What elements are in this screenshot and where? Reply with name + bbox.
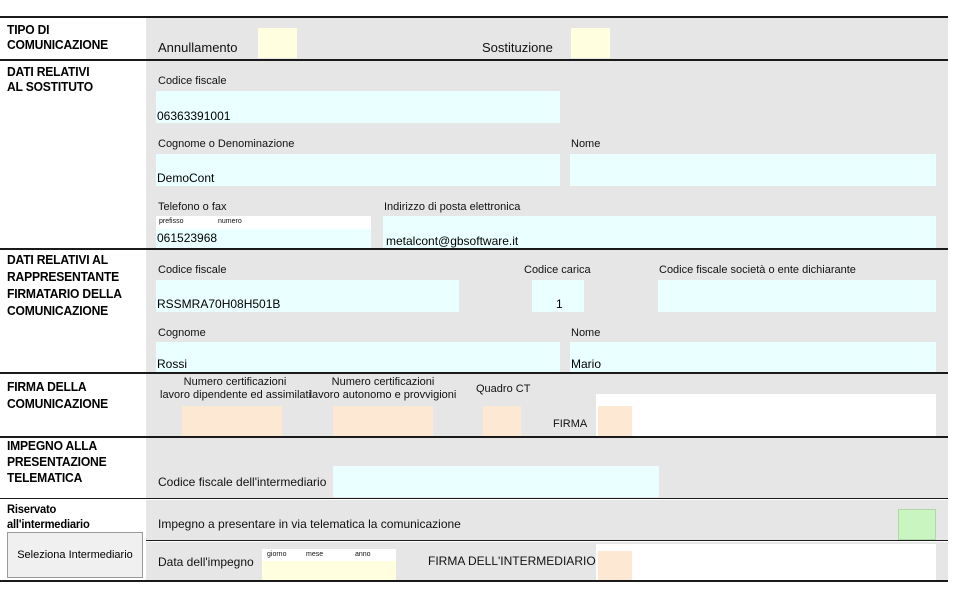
- cert-dipendente-label: Numero certificazioni lavoro dipendente ed assimilati: [160, 376, 312, 401]
- rappresentante-codice-fiscale-field[interactable]: [156, 280, 459, 312]
- firma-intermediario-area: [596, 544, 936, 580]
- data-impegno-field[interactable]: [262, 561, 396, 580]
- sostituto-email-label: Indirizzo di posta elettronica: [384, 201, 521, 213]
- section-title-sostituto: DATI RELATIVI AL SOSTITUTO: [7, 64, 93, 94]
- rappresentante-cognome-value: Rossi: [157, 357, 188, 371]
- mese-label: mese: [306, 551, 324, 558]
- prefisso-label: prefisso: [159, 218, 184, 225]
- rappresentante-codice-fiscale-value: RSSMRA70H08H501B: [157, 297, 281, 311]
- separator-rappresentante: [0, 248, 948, 250]
- separator-bottom: [0, 580, 948, 582]
- data-subheader: [262, 549, 396, 561]
- rappresentante-nome-field[interactable]: [570, 342, 936, 372]
- anno-label: anno: [355, 551, 371, 558]
- sostituto-cognome-label: Cognome o Denominazione: [158, 138, 295, 150]
- sostituto-nome-field[interactable]: [570, 154, 936, 186]
- rappresentante-cognome-label: Cognome: [158, 327, 206, 339]
- cf-societa-label: Codice fiscale società o ente dichiarante: [659, 264, 856, 276]
- sostituto-cognome-field[interactable]: [156, 154, 560, 186]
- annullamento-label: Annullamento: [158, 40, 238, 55]
- sostituto-email-field[interactable]: [383, 216, 936, 248]
- cert-dipendente-field[interactable]: [182, 406, 282, 436]
- codice-carica-field[interactable]: [532, 280, 584, 312]
- rappresentante-codice-fiscale-label: Codice fiscale: [158, 264, 227, 276]
- codice-carica-label: Codice carica: [524, 264, 591, 276]
- separator-data: [146, 540, 948, 541]
- impegno-label: Impegno a presentare in via telematica la comunicazione: [158, 517, 461, 531]
- codice-carica-value: 1: [556, 297, 563, 311]
- firma-label: FIRMA: [553, 418, 588, 430]
- annullamento-checkbox[interactable]: [258, 28, 297, 58]
- impegno-checkbox[interactable]: [898, 509, 936, 540]
- quadro-ct-label: Quadro CT: [476, 383, 531, 395]
- cf-intermediario-field[interactable]: [333, 466, 659, 497]
- sostituto-codice-fiscale-field[interactable]: [156, 91, 560, 123]
- telefono-subheader: [156, 216, 371, 229]
- sostituto-telefono-field[interactable]: [156, 229, 371, 248]
- seleziona-intermediario-button[interactable]: Seleziona Intermediario: [7, 532, 143, 578]
- section-title-firma: FIRMA DELLA COMUNICAZIONE: [7, 379, 109, 411]
- sostituzione-checkbox[interactable]: [571, 28, 610, 58]
- separator-riservato: [0, 498, 948, 499]
- section-title-riservato: Riservato all'intermediario: [7, 502, 90, 531]
- giorno-label: giorno: [267, 551, 287, 558]
- firma-intermediario-label: FIRMA DELL'INTERMEDIARIO: [428, 554, 596, 568]
- sostituto-nome-label: Nome: [571, 138, 601, 150]
- data-impegno-label: Data dell'impegno: [158, 555, 254, 569]
- quadro-ct-field[interactable]: [483, 406, 521, 436]
- sostituto-telefono-value: 061523968: [157, 231, 218, 245]
- section-title-impegno: IMPEGNO ALLA PRESENTAZIONE TELEMATICA: [7, 438, 107, 485]
- firma-checkbox[interactable]: [598, 406, 632, 436]
- rappresentante-cognome-field[interactable]: [156, 342, 560, 372]
- sostituto-cognome-value: DemoCont: [157, 171, 215, 185]
- section-title-tipo: TIPO DI COMUNICAZIONE: [7, 22, 109, 52]
- separator-impegno: [0, 436, 948, 438]
- sostituto-telefono-label: Telefono o fax: [158, 201, 227, 213]
- rappresentante-nome-value: Mario: [571, 357, 602, 371]
- separator-top: [0, 16, 948, 18]
- sostituto-codice-fiscale-label: Codice fiscale: [158, 75, 227, 87]
- section-title-rappresentante: DATI RELATIVI AL RAPPRESENTANTE FIRMATARIO DELLA COMUNICAZIONE: [7, 252, 122, 318]
- sostituto-email-value: metalcont@gbsoftware.it: [386, 234, 519, 248]
- cf-intermediario-label: Codice fiscale dell'intermediario: [158, 475, 327, 489]
- cert-autonomo-label: Numero certificazioni lavoro autonomo e provvigioni: [309, 376, 457, 401]
- sostituzione-label: Sostituzione: [482, 40, 553, 55]
- cf-societa-field[interactable]: [658, 280, 936, 312]
- firma-intermediario-checkbox[interactable]: [598, 551, 632, 580]
- separator-sostituto: [0, 59, 948, 61]
- firma-area: [596, 394, 936, 436]
- cert-autonomo-field[interactable]: [333, 406, 433, 436]
- separator-firma: [0, 372, 948, 374]
- numero-label: numero: [218, 218, 242, 225]
- rappresentante-nome-label: Nome: [571, 327, 601, 339]
- sostituto-codice-fiscale-value: 06363391001: [157, 109, 231, 123]
